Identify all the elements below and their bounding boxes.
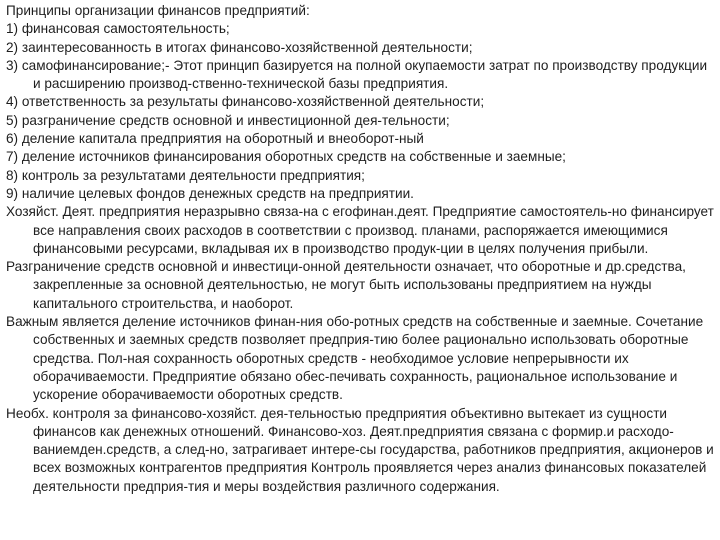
principle-item-6: 6) деление капитала предприятия на оборотный и внеоборот-ный — [6, 131, 424, 147]
principle-item-9: 9) наличие целевых фондов денежных средств на предприятии. — [6, 185, 414, 201]
paragraph-financial-control: Необх. контроля за финансово-хозяйст. дея-тельностью предприятия объективно вытекает из сущности финансов как денежных отношений. Финансово-хоз. Деят.предприятия связана с формир.и расходо-ваниемден.средств, а след-но, затрагивает интере-сы государства, работников предприятия, акционеров и всех возможных контрагентов предприятия Контроль проявляется через анализ финансовых показателей деятельности предприя-тия и меры воздействия различного содержания. — [6, 405, 714, 494]
principle-item-8: 8) контроль за результатами деятельности предприятия; — [6, 167, 365, 183]
principle-item-1: 1) финансовая самостоятельность; — [6, 21, 230, 37]
principle-item-3: 3) самофинансирование;- Этот принцип базируется на полной окупаемости затрат по производству продукции и расширению производ-ственно-технической базы предприятия. — [6, 57, 708, 92]
paragraph-working-capital-sources: Важным является деление источников финан-ния обо-ротных средств на собственные и заемные. Сочетание собственных и заемных средств позволяет предприя-тию более рационально использовать оборотные средства. Пол-ная сохранность оборотных средств - необходимое условие непрерывности их оборачиваемости. Предприятие обязано обес-печивать сохранность, рациональное использование и ускорение оборачиваемости оборотных средств. — [6, 314, 704, 403]
document-body — [6, 2, 714, 496]
principle-item-5: 5) разграничение средств основной и инвестиционной дея-тельности; — [6, 112, 450, 128]
paragraph-economic-activity: Хозяйст. Деят. предприятия неразрывно связа-на с егофинан.деят. Предприятие самостоятель-но финансирует все направления своих расходов в соответствии с производ. планами, распоряжается имеющимися финансовыми ресурсами, вкладывая их в производство продук-ции в целях получения прибыли. — [6, 204, 714, 256]
paragraph-funds-separation: Разграничение средств основной и инвестици-онной деятельности означает, что оборотные и др.средства, закрепленные за основной деятельностью, не могут быть использованы предприятием на нужды капитального строительства, и наоборот. — [6, 259, 686, 311]
principle-item-2: 2) заинтересованность в итогах финансово-хозяйственной деятельности; — [6, 39, 473, 55]
document-heading: Принципы организации финансов предприятий: — [6, 3, 310, 18]
principle-item-4: 4) ответственность за результаты финансово-хозяйственной деятельности; — [6, 94, 485, 110]
principle-item-7: 7) деление источников финансирования оборотных средств на собственные и заемные; — [6, 149, 566, 165]
